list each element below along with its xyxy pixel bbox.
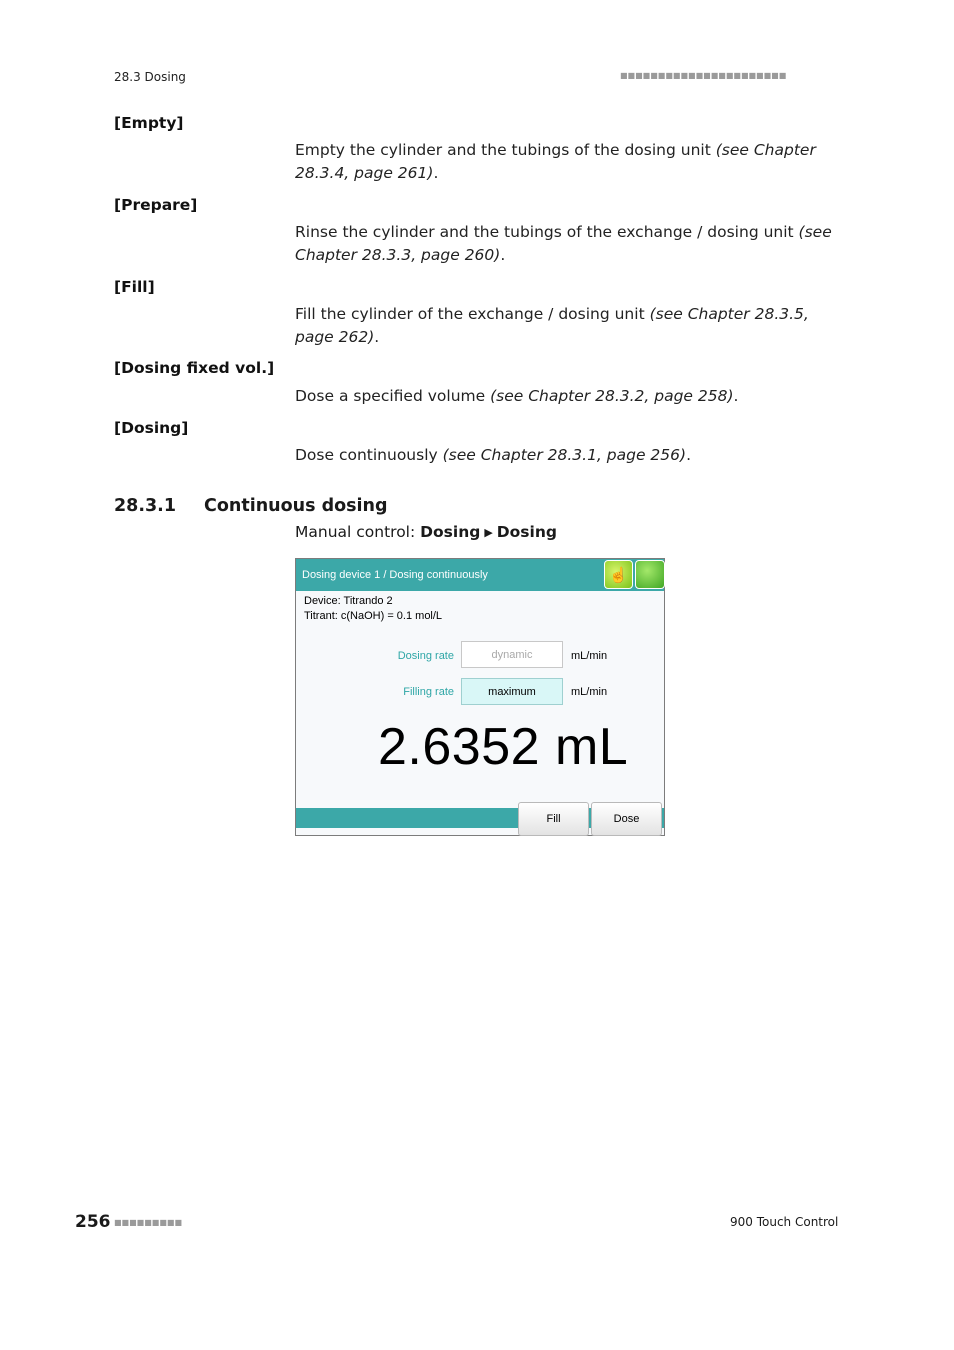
dosing-rate-label: Dosing rate bbox=[397, 650, 454, 662]
running-header-section: 28.3 Dosing bbox=[114, 70, 186, 84]
manual-control-path: Manual control: Dosing ▶ Dosing bbox=[295, 523, 557, 541]
running-header-squares: ■■■■■■■■■■■■■■■■■■■■■■ bbox=[620, 71, 787, 80]
product-name: 900 Touch Control bbox=[730, 1215, 839, 1229]
footer-squares: ■■■■■■■■■ bbox=[114, 1218, 183, 1227]
section-title: Continuous dosing bbox=[204, 496, 388, 516]
desc-fill: Fill the cylinder of the exchange / dosing unit (see Chapter 28.3.5, page 262). bbox=[295, 305, 809, 346]
section-number: 28.3.1 bbox=[114, 496, 177, 516]
titrant-info: Titrant: c(NaOH) = 0.1 mol/L bbox=[304, 609, 443, 622]
desc-dosing: Dose continuously (see Chapter 28.3.1, page 256). bbox=[295, 446, 691, 464]
desc-prepare: Rinse the cylinder and the tubings of the exchange / dosing unit (see Chapter 28.3.3, page 260). bbox=[295, 223, 832, 264]
filling-rate-field[interactable]: maximum bbox=[461, 678, 563, 705]
fill-button[interactable]: Fill bbox=[518, 802, 589, 836]
term-prepare: [Prepare] bbox=[114, 196, 198, 214]
title-bar bbox=[296, 559, 664, 591]
term-dosing-fixed-vol: [Dosing fixed vol.] bbox=[114, 359, 275, 377]
term-empty: [Empty] bbox=[114, 114, 184, 132]
filling-rate-unit: mL/min bbox=[571, 686, 608, 698]
filling-rate-label: Filling rate bbox=[403, 686, 454, 698]
device-name: Device: Titrando 2 bbox=[304, 595, 393, 607]
term-fill: [Fill] bbox=[114, 278, 155, 296]
dosed-volume-display: 2.6352 mL bbox=[378, 718, 629, 776]
hand-icon: ☝ bbox=[609, 566, 628, 584]
status-green-button[interactable] bbox=[635, 560, 665, 589]
dosing-rate-unit: mL/min bbox=[571, 650, 608, 662]
dosing-rate-field[interactable]: dynamic bbox=[461, 641, 563, 668]
desc-empty: Empty the cylinder and the tubings of the dosing unit (see Chapter 28.3.4, page 261). bbox=[295, 141, 816, 182]
term-dosing: [Dosing] bbox=[114, 419, 189, 437]
desc-dosing-fixed-vol: Dose a specified volume (see Chapter 28.3.2, page 258). bbox=[295, 387, 739, 405]
page-number: 256 bbox=[75, 1212, 111, 1232]
manual-control-hand-button[interactable] bbox=[604, 560, 633, 589]
screen-title: Dosing device 1 / Dosing continuously bbox=[302, 569, 488, 581]
arrow-right-icon: ▶ bbox=[484, 526, 493, 539]
device-info bbox=[304, 594, 442, 623]
device-screen bbox=[295, 558, 665, 836]
dose-button[interactable]: Dose bbox=[591, 802, 662, 836]
